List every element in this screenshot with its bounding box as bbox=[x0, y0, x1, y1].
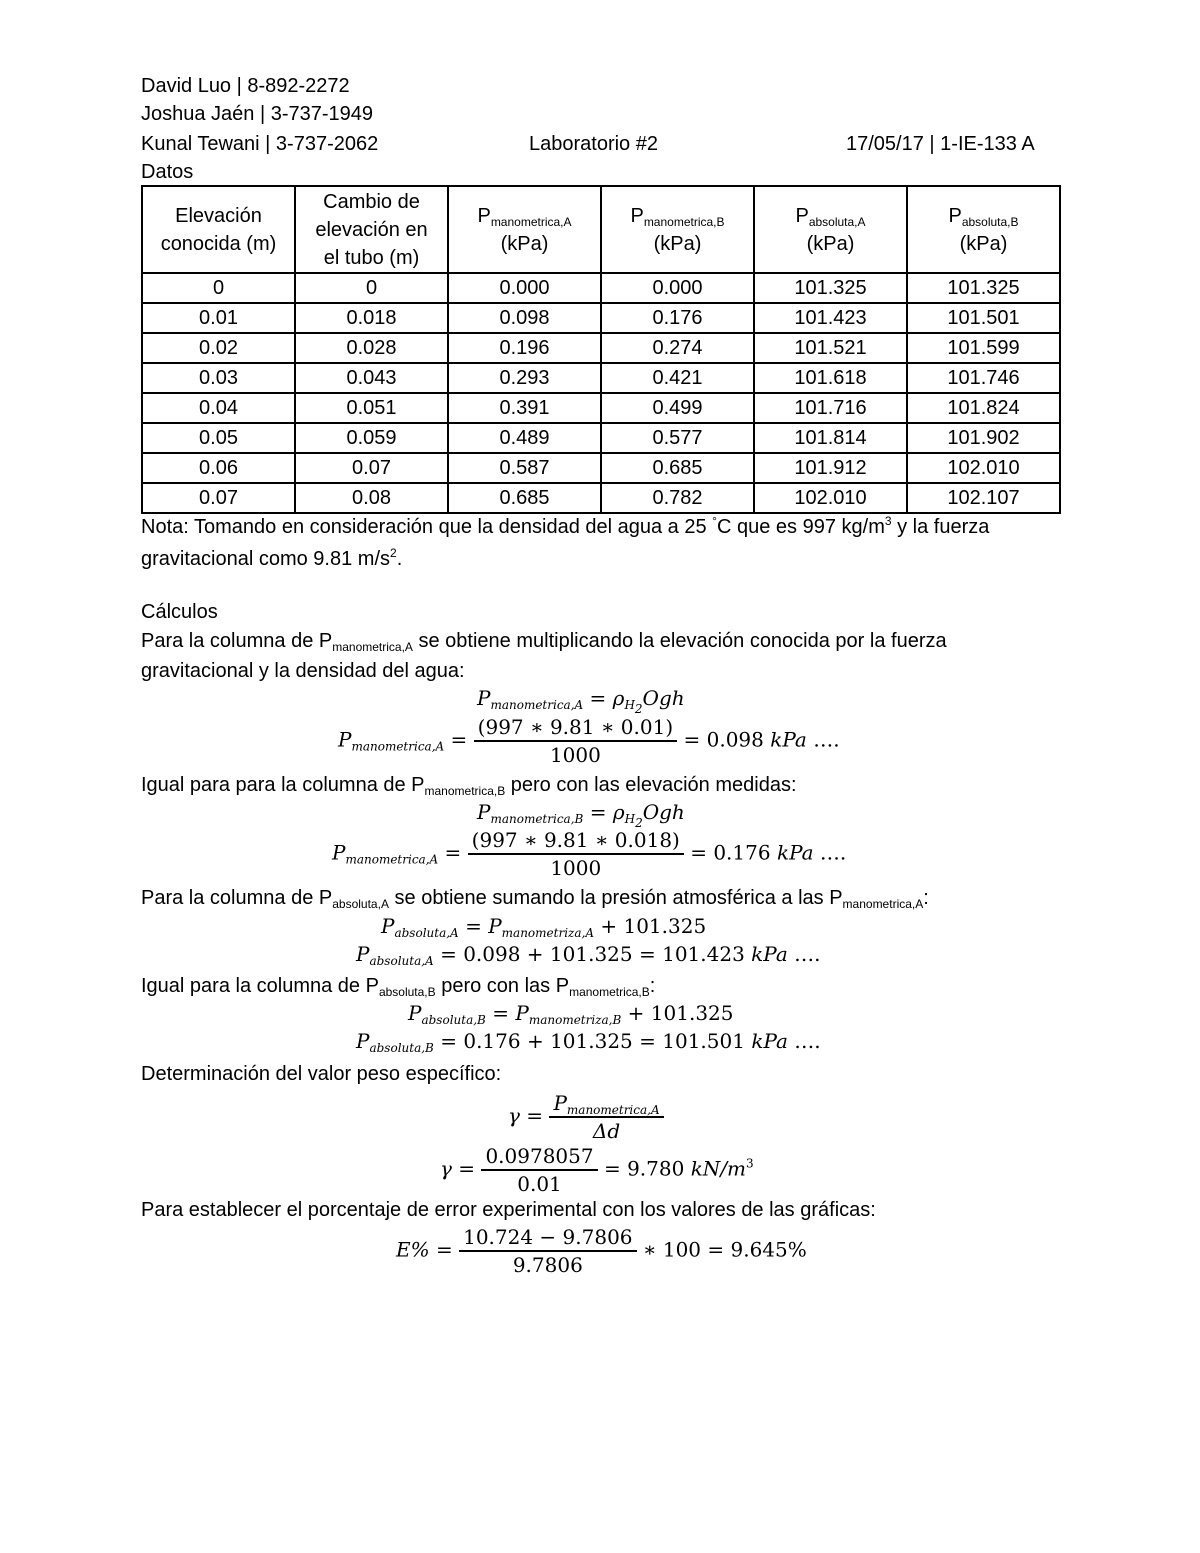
table-cell: 102.010 bbox=[907, 453, 1060, 483]
data-table bbox=[141, 185, 1061, 514]
date-group: 17/05/17 | 1-IE-133 A bbox=[846, 133, 1035, 155]
equation-error: E% = $\frac{10.724 - 9.7806}{9.7806}$ ∗ 100 = 9.645% bbox=[396, 1225, 807, 1277]
table-cell: 101.746 bbox=[907, 363, 1060, 393]
table-cell: 0.08 bbox=[295, 483, 448, 513]
equation-pabs-b-def: $P_{absoluta,B} = P_{manometriza,B} + 101.325$ bbox=[408, 1001, 734, 1027]
equation-pabs-a-def: $P_{absoluta,A} = P_{manometriza,A} + 101.325$ bbox=[381, 914, 707, 940]
table-cell: 0.196 bbox=[448, 333, 601, 363]
table-cell: 0.028 bbox=[295, 333, 448, 363]
table-cell: 0.07 bbox=[142, 483, 295, 513]
table-cell: 0.059 bbox=[295, 423, 448, 453]
author-line-1: David Luo | 8-892-2272 bbox=[141, 75, 350, 97]
table-row bbox=[142, 363, 1060, 393]
equation-pman-b-def: $P_{manometrica,B} = \rho_{H_2}Ogh$ bbox=[477, 800, 685, 830]
table-cell: 0.07 bbox=[295, 453, 448, 483]
table-cell: 101.902 bbox=[907, 423, 1060, 453]
table-cell: 101.716 bbox=[754, 393, 907, 423]
table-cell: 0.421 bbox=[601, 363, 754, 393]
table-row bbox=[142, 393, 1060, 423]
table-cell: 0.04 bbox=[142, 393, 295, 423]
table-cell: 0.018 bbox=[295, 303, 448, 333]
table-cell: 0.489 bbox=[448, 423, 601, 453]
table-cell: 0.685 bbox=[448, 483, 601, 513]
author-line-3: Kunal Tewani | 3-737-2062 bbox=[141, 133, 379, 155]
header-elevacion: Elevación conocida (m) bbox=[142, 186, 295, 273]
header-pman-a: $P_{manometrica,A}$ (kPa) bbox=[448, 186, 601, 273]
table-cell: 0.782 bbox=[601, 483, 754, 513]
table-cell: 0 bbox=[142, 273, 295, 303]
table-cell: 101.618 bbox=[754, 363, 907, 393]
table-cell: 0.685 bbox=[601, 453, 754, 483]
table-header-row bbox=[142, 186, 1060, 273]
table-cell: 0.03 bbox=[142, 363, 295, 393]
table-cell: 0.02 bbox=[142, 333, 295, 363]
equation-pman-a-calc: $P_{manometrica,A}$ = $\frac{(997 ∗ 9.81 ∗ 0.01)}{1000}$ = 0.098 kPa …. bbox=[338, 715, 840, 767]
table-cell: 101.599 bbox=[907, 333, 1060, 363]
table-cell: 102.107 bbox=[907, 483, 1060, 513]
header-pman-b: $P_{manometrica,B}$ (kPa) bbox=[601, 186, 754, 273]
table-cell: 0 bbox=[295, 273, 448, 303]
table-cell: 101.325 bbox=[754, 273, 907, 303]
nota-line-2: gravitacional como 9.81 $m/s^2$. bbox=[141, 546, 403, 570]
table-cell: 101.521 bbox=[754, 333, 907, 363]
lab-title: Laboratorio #2 bbox=[529, 133, 658, 155]
paragraph-6: Para establecer el porcentaje de error experimental con los valores de las gráficas: bbox=[141, 1199, 876, 1221]
table-cell: 102.010 bbox=[754, 483, 907, 513]
table-body bbox=[142, 273, 1060, 513]
datos-heading: Datos bbox=[141, 161, 194, 183]
table-row bbox=[142, 483, 1060, 513]
equation-gamma-def: γ = $\frac{P_{manometrica,A}}{\Delta d}$ bbox=[508, 1090, 664, 1144]
equation-pman-a-def: $P_{manometrica,A} = \rho_{H_2}Ogh$ bbox=[477, 686, 685, 716]
nota-line-1: Nota: Tomando en consideración que la densidad del agua a 25 °C que es 997 $kg/m^3$ y la fuerza bbox=[141, 514, 990, 538]
table-cell: 0.274 bbox=[601, 333, 754, 363]
paragraph-1: Para la columna de $P_{manometrica,A}$ se obtiene multiplicando la elevación conocida por la fuerza bbox=[141, 630, 947, 654]
table-cell: 0.391 bbox=[448, 393, 601, 423]
table-cell: 101.325 bbox=[907, 273, 1060, 303]
table-cell: 0.01 bbox=[142, 303, 295, 333]
equation-gamma-calc: γ = $\frac{0.0978057}{0.01}$ = 9.780 $kN/m^3$ bbox=[440, 1144, 754, 1196]
table-cell: 0.098 bbox=[448, 303, 601, 333]
table-row bbox=[142, 333, 1060, 363]
table-cell: 0.000 bbox=[448, 273, 601, 303]
table-cell: 0.587 bbox=[448, 453, 601, 483]
paragraph-3: Para la columna de $P_{absoluta,A}$ se obtiene sumando la presión atmosférica a las $P_{manometrica,A}$: bbox=[141, 887, 929, 911]
paragraph-5: Determinación del valor peso específico: bbox=[141, 1063, 502, 1085]
paragraph-1-line-2: gravitacional y la densidad del agua: bbox=[141, 660, 465, 682]
table-cell: 0.577 bbox=[601, 423, 754, 453]
table-row bbox=[142, 453, 1060, 483]
table-cell: 0.499 bbox=[601, 393, 754, 423]
table-row bbox=[142, 273, 1060, 303]
header-cambio: Cambio de elevación en el tubo (m) bbox=[295, 186, 448, 273]
calculos-heading: Cálculos bbox=[141, 601, 218, 623]
table-cell: 101.423 bbox=[754, 303, 907, 333]
equation-pman-b-calc: $P_{manometrica,A}$ = $\frac{(997 ∗ 9.81 ∗ 0.018)}{1000}$ = 0.176 kPa …. bbox=[332, 828, 847, 880]
table-row bbox=[142, 303, 1060, 333]
table-cell: 0.176 bbox=[601, 303, 754, 333]
table-cell: 0.051 bbox=[295, 393, 448, 423]
author-line-2: Joshua Jaén | 3-737-1949 bbox=[141, 103, 374, 125]
header-pabs-b: $P_{absoluta,B}$ (kPa) bbox=[907, 186, 1060, 273]
table-cell: 0.000 bbox=[601, 273, 754, 303]
table-cell: 0.05 bbox=[142, 423, 295, 453]
table-cell: 101.912 bbox=[754, 453, 907, 483]
equation-pabs-b-calc: $P_{absoluta,B} = 0.176 + 101.325 = 101.501$ kPa …. bbox=[356, 1029, 821, 1055]
table-row bbox=[142, 423, 1060, 453]
table-cell: 101.501 bbox=[907, 303, 1060, 333]
table-cell: 101.824 bbox=[907, 393, 1060, 423]
paragraph-2: Igual para para la columna de $P_{manometrica,B}$ pero con las elevación medidas: bbox=[141, 774, 797, 798]
table-cell: 101.814 bbox=[754, 423, 907, 453]
table-cell: 0.293 bbox=[448, 363, 601, 393]
table-cell: 0.06 bbox=[142, 453, 295, 483]
table-cell: 0.043 bbox=[295, 363, 448, 393]
paragraph-4: Igual para la columna de $P_{absoluta,B}$ pero con las $P_{manometrica,B}$: bbox=[141, 975, 656, 999]
header-pabs-a: $P_{absoluta,A}$ (kPa) bbox=[754, 186, 907, 273]
equation-pabs-a-calc: $P_{absoluta,A} = 0.098 + 101.325 = 101.423$ kPa …. bbox=[356, 942, 821, 968]
